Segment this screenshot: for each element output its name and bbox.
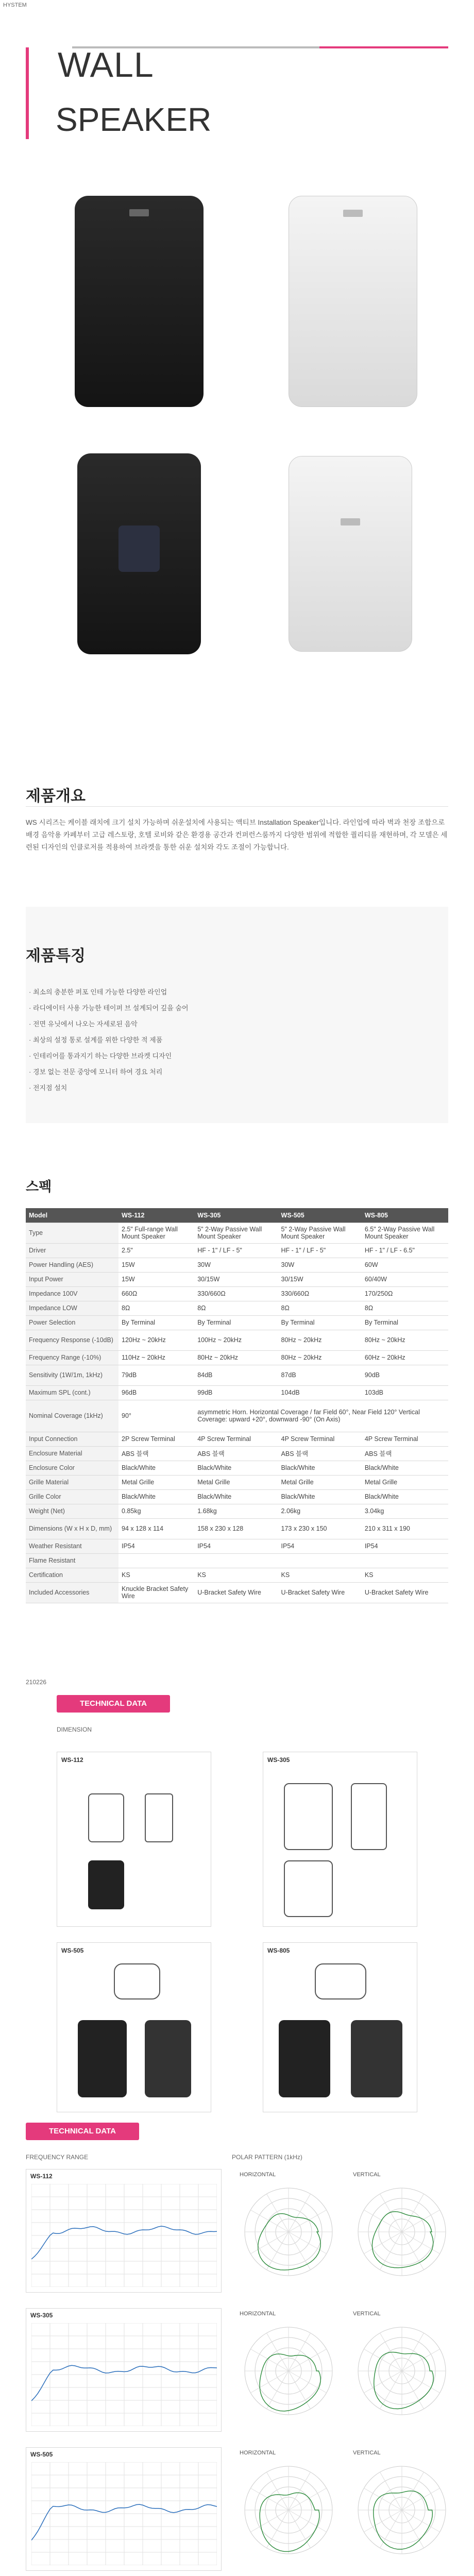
polar-spoke [364,2210,402,2232]
dim-panel-ws112 [57,1752,211,1927]
spec-cell: 30/15W [278,1272,362,1286]
spec-cell: U-Bracket Safety Wire [362,1582,448,1603]
spec-row-label: Frequency Range (-10%) [26,1350,118,1365]
speaker-logo [341,518,360,526]
spec-row [26,1350,448,1365]
spec-cell: KS [362,1568,448,1582]
spec-row-label: Maximum SPL (cont.) [26,1385,118,1400]
polar-spoke [380,2371,402,2409]
spec-row [26,1301,448,1315]
spec-cell [362,1553,448,1568]
polar-spoke [289,2510,327,2532]
spec-row-label: Input Power [26,1272,118,1286]
spec-cell: 8Ω [118,1301,194,1315]
dim-panel-label: WS-505 [61,1947,84,1954]
spec-row [26,1258,448,1272]
polar-spoke [267,2371,289,2409]
polar-svg [240,2183,337,2281]
dim-front-drawing [88,1793,124,1842]
dim-panel-ws505 [57,1942,211,2112]
terminal-plate [118,526,160,572]
spec-row [26,1432,448,1446]
polar-spoke [364,2371,402,2393]
spec-cell: 100Hz ~ 20kHz [194,1330,278,1350]
polar-plot [240,2450,337,2563]
dim-panel-label: WS-305 [267,1756,290,1764]
polar-label: HORIZONTAL [240,2450,276,2456]
spec-row-label: Weather Resistant [26,1539,118,1553]
overview-heading: 제품개요 [26,788,86,805]
dim-panel-label: WS-805 [267,1947,290,1954]
polar-plot [240,2172,337,2285]
polar-label: VERTICAL [353,2311,381,2317]
spec-col-header: Model [26,1208,118,1223]
spec-cell: 8Ω [362,1301,448,1315]
freq-response-panel [26,2308,222,2432]
features-heading: 제품특징 [26,947,86,964]
spec-cell: IP54 [118,1539,194,1553]
dimension-sublabel: DIMENSION [57,1726,92,1733]
spec-cell: 173 x 230 x 150 [278,1518,362,1539]
spec-row-label: Certification [26,1568,118,1582]
spec-cell: Metal Grille [118,1475,194,1489]
polar-svg [240,2322,337,2420]
spec-row [26,1385,448,1400]
polar-spoke [364,2232,402,2254]
spec-cell: U-Bracket Safety Wire [194,1582,278,1603]
polar-spoke [402,2232,440,2254]
polar-spoke [289,2472,311,2510]
spec-cell: IP54 [194,1539,278,1553]
polar-spoke [289,2210,327,2232]
spec-cell: ABS 블랙 [278,1446,362,1461]
spec-cell: asymmetric Horn. Horizontal Coverage / far Field 60°, Near Field 120° Vertical Coverage: upward +20°, downward -90° (On Axis) [194,1400,448,1432]
polar-sublabel: POLAR PATTERN (1kHz) [232,2154,302,2161]
spec-row [26,1315,448,1330]
polar-spoke [250,2488,289,2511]
spec-cell: HF - 1" / LF - 6.5" [362,1243,448,1258]
polar-spoke [364,2488,402,2511]
spec-row-label: Weight (Net) [26,1504,118,1518]
polar-spoke [380,2194,402,2232]
spec-cell: 104dB [278,1385,362,1400]
technical-data-label-2: TECHNICAL DATA [26,2123,139,2140]
polar-spoke [250,2371,289,2393]
spec-cell: 60Hz ~ 20kHz [362,1350,448,1365]
polar-spoke [250,2349,289,2371]
spec-cell: Black/White [194,1489,278,1504]
speaker-black-back [77,453,201,654]
polar-spoke [380,2232,402,2270]
spec-row [26,1504,448,1518]
polar-spoke [289,2510,311,2548]
feature-item: · 최소의 충분한 퍼포 인테 가능한 다양한 라인업 [29,988,167,996]
speaker-logo [129,209,149,216]
spec-table [26,1208,448,1603]
polar-spoke [289,2194,311,2232]
dim-photo-front [78,2020,127,2097]
spec-row [26,1553,448,1568]
spec-row-label: Grille Color [26,1489,118,1504]
spec-cell: 1.68kg [194,1504,278,1518]
spec-cell: Black/White [362,1461,448,1475]
spec-row-label: Impedance 100V [26,1286,118,1301]
feature-item: · 라디에이터 사용 가능한 테이퍼 브 설계되어 깊을 숨어 [29,1004,189,1012]
spec-cell: 94 x 128 x 114 [118,1518,194,1539]
spec-row [26,1489,448,1504]
overview-divider [26,806,448,807]
spec-row-label: Frequency Response (-10dB) [26,1330,118,1350]
spec-cell: 2.5" Full-range Wall Mount Speaker [118,1223,194,1243]
spec-row-label: Included Accessories [26,1582,118,1603]
spec-heading: 스펙 [26,1179,52,1194]
dim-top-drawing [315,1963,366,1999]
spec-cell: By Terminal [362,1315,448,1330]
spec-cell: 103dB [362,1385,448,1400]
spec-header-row [26,1208,448,1223]
spec-cell: Black/White [118,1489,194,1504]
spec-cell: By Terminal [278,1315,362,1330]
spec-cell: 210 x 311 x 190 [362,1518,448,1539]
spec-cell: ABS 블랙 [118,1446,194,1461]
polar-svg [353,2461,451,2559]
polar-curve [374,2491,433,2549]
spec-cell: IP54 [362,1539,448,1553]
spec-cell: 96dB [118,1385,194,1400]
spec-cell: KS [278,1568,362,1582]
dim-side-drawing [351,1783,387,1850]
spec-row-label: Nominal Coverage (1kHz) [26,1400,118,1432]
spec-note: 210226 [26,1679,47,1686]
polar-plot [240,2311,337,2424]
dim-panel-ws805 [263,1942,417,2112]
polar-spoke [402,2194,424,2232]
polar-svg [353,2322,451,2420]
polar-spoke [380,2472,402,2510]
spec-cell: 660Ω [118,1286,194,1301]
polar-spoke [402,2371,440,2393]
frequency-sublabel: FREQUENCY RANGE [26,2154,89,2161]
spec-cell: 99dB [194,1385,278,1400]
dim-side-drawing [145,1793,173,1842]
spec-cell: U-Bracket Safety Wire [278,1582,362,1603]
freq-response-panel [26,2169,222,2293]
technical-data-label: TECHNICAL DATA [57,1695,170,1713]
spec-cell: KS [118,1568,194,1582]
spec-row [26,1365,448,1385]
spec-cell: HF - 1" / LF - 5" [278,1243,362,1258]
polar-label: HORIZONTAL [240,2311,276,2317]
spec-cell: 8Ω [278,1301,362,1315]
spec-cell: 6.5" 2-Way Passive Wall Mount Speaker [362,1223,448,1243]
polar-spoke [267,2333,289,2371]
spec-col-header: WS-305 [194,1208,278,1223]
speaker-black-front [75,196,204,407]
hero-accent-bar [26,47,29,139]
freq-panel-label: WS-305 [30,2312,53,2319]
spec-cell: HF - 1" / LF - 5" [194,1243,278,1258]
polar-spoke [267,2232,289,2270]
spec-cell: 30W [194,1258,278,1272]
spec-row [26,1518,448,1539]
spec-cell: Black/White [362,1489,448,1504]
overview-text: WS 시리즈는 케이블 래치에 크기 설치 가능하며 쉬운설치에 사용되는 액티브 Installation Speaker입니다. 라인업에 따라 벽과 천장 조합으로 배경 음악용 카페부터 고급 레스토랑, 호텔 로비와 같은 환경용 공간과 컨퍼런스룸까지 다양한 범위에 적합한 퀄리티를 재현하며, 각 모델은 세련된 디자인의 인클로저를 적용하여 브라켓을 통한 쉬운 설치와 각도 조절이 가능합니다. [26,819,448,851]
spec-row [26,1330,448,1350]
spec-row [26,1286,448,1301]
spec-cell: 80Hz ~ 20kHz [362,1330,448,1350]
polar-spoke [289,2349,327,2371]
spec-row-label: Enclosure Color [26,1461,118,1475]
spec-cell: KS [194,1568,278,1582]
spec-row-label: Input Connection [26,1432,118,1446]
polar-spoke [402,2210,440,2232]
polar-label: VERTICAL [353,2450,381,2456]
spec-cell: 84dB [194,1365,278,1385]
spec-cell: 87dB [278,1365,362,1385]
spec-row-label: Power Selection [26,1315,118,1330]
dim-panel-ws305 [263,1752,417,1927]
polar-label: VERTICAL [353,2172,381,2178]
polar-label: HORIZONTAL [240,2172,276,2178]
brand-tag: HYSTEM [3,2,27,8]
dim-panel-label: WS-112 [61,1756,83,1764]
spec-cell: 30/15W [194,1272,278,1286]
polar-spoke [289,2333,311,2371]
spec-cell [118,1553,194,1568]
spec-row-label: Power Handling (AES) [26,1258,118,1272]
dim-top-drawing [284,1860,333,1917]
spec-cell: 4P Screw Terminal [362,1432,448,1446]
spec-cell: 3.04kg [362,1504,448,1518]
hero-title: WALL [58,45,154,84]
spec-row-label: Enclosure Material [26,1446,118,1461]
feature-item: · 최상의 설정 통로 설계를 위한 다양한 적 제품 [29,1036,163,1044]
features-list [29,984,189,1096]
polar-spoke [402,2349,440,2371]
polar-spoke [402,2510,424,2548]
polar-spoke [267,2472,289,2510]
polar-plot [353,2450,451,2563]
dim-top-drawing [114,1963,160,1999]
features-box [26,907,448,1123]
polar-svg [353,2183,451,2281]
dim-photo-side [351,2020,402,2097]
polar-curve [374,2352,434,2409]
spec-cell: Black/White [118,1461,194,1475]
spec-cell: 4P Screw Terminal [278,1432,362,1446]
freq-panel-label: WS-112 [30,2173,53,2180]
dim-photo-front [279,2020,330,2097]
polar-svg [240,2461,337,2559]
spec-cell: By Terminal [118,1315,194,1330]
polar-spoke [250,2232,289,2254]
spec-row-label: Sensitivity (1W/1m, 1kHz) [26,1365,118,1385]
spec-cell: 158 x 230 x 128 [194,1518,278,1539]
spec-row [26,1400,448,1432]
spec-row [26,1539,448,1553]
spec-row [26,1475,448,1489]
freq-response-panel [26,2447,222,2571]
spec-cell: Metal Grille [194,1475,278,1489]
spec-cell: 330/660Ω [194,1286,278,1301]
spec-row [26,1446,448,1461]
spec-cell: 15W [118,1258,194,1272]
spec-col-header: WS-505 [278,1208,362,1223]
polar-spoke [267,2510,289,2548]
spec-cell: 120Hz ~ 20kHz [118,1330,194,1350]
spec-cell [278,1553,362,1568]
spec-row [26,1582,448,1603]
spec-cell [194,1553,278,1568]
polar-spoke [250,2510,289,2532]
polar-spoke [402,2333,424,2371]
dim-front-drawing [284,1783,333,1850]
spec-cell: 4P Screw Terminal [194,1432,278,1446]
spec-cell: Metal Grille [362,1475,448,1489]
dim-photo-side [145,2020,191,2097]
polar-spoke [402,2510,440,2532]
polar-plot [353,2311,451,2424]
spec-cell: 80Hz ~ 20kHz [278,1330,362,1350]
freq-plot [31,2462,217,2565]
spec-row-label: Dimensions (W x H x D, mm) [26,1518,118,1539]
spec-cell: ABS 블랙 [194,1446,278,1461]
feature-item: · 경보 없는 전문 중앙에 모니터 하여 경요 처리 [29,1068,163,1076]
spec-cell: Black/White [194,1461,278,1475]
freq-plot [31,2323,217,2426]
spec-cell: 30W [278,1258,362,1272]
spec-cell: 110Hz ~ 20kHz [118,1350,194,1365]
feature-item: · 전지점 설치 [29,1084,67,1092]
feature-item: · 전면 유닛에서 나오는 자세로된 음악 [29,1020,138,1028]
feature-item: · 인테리어를 통과지기 하는 다양한 브라켓 디자인 [29,1052,172,1060]
polar-spoke [364,2510,402,2532]
spec-cell: 5" 2-Way Passive Wall Mount Speaker [278,1223,362,1243]
spec-row-label: Grille Material [26,1475,118,1489]
spec-cell: 2.5" [118,1243,194,1258]
speaker-white-angle [289,456,412,652]
spec-col-header: WS-805 [362,1208,448,1223]
spec-cell: Knuckle Bracket Safety Wire [118,1582,194,1603]
spec-cell: 170/250Ω [362,1286,448,1301]
polar-spoke [289,2371,311,2409]
spec-cell: 90dB [362,1365,448,1385]
polar-spoke [289,2488,327,2511]
polar-spoke [267,2194,289,2232]
freq-plot [31,2184,217,2287]
spec-row [26,1461,448,1475]
spec-row [26,1568,448,1582]
spec-cell: 8Ω [194,1301,278,1315]
spec-cell: 330/660Ω [278,1286,362,1301]
spec-cell: 5" 2-Way Passive Wall Mount Speaker [194,1223,278,1243]
hero-accent-rule [319,46,448,48]
spec-cell: Metal Grille [278,1475,362,1489]
speaker-logo [343,210,363,217]
spec-cell: Black/White [278,1461,362,1475]
dim-photo [88,1860,124,1909]
polar-spoke [402,2371,424,2409]
hero-subtitle: SPEAKER [56,101,212,138]
spec-cell: IP54 [278,1539,362,1553]
polar-plot [353,2172,451,2285]
spec-cell: ABS 블랙 [362,1446,448,1461]
spec-cell: 80Hz ~ 20kHz [194,1350,278,1365]
spec-row-label: Flame Resistant [26,1553,118,1568]
spec-cell: 60W [362,1258,448,1272]
spec-cell: 79dB [118,1365,194,1385]
spec-row [26,1243,448,1258]
spec-row [26,1272,448,1286]
spec-cell: 60/40W [362,1272,448,1286]
polar-spoke [402,2232,424,2270]
spec-cell: By Terminal [194,1315,278,1330]
spec-row-label: Impedance LOW [26,1301,118,1315]
spec-row-label: Driver [26,1243,118,1258]
polar-curve [372,2212,433,2268]
freq-panel-label: WS-505 [30,2451,53,2458]
spec-cell: 15W [118,1272,194,1286]
spec-cell: 2.06kg [278,1504,362,1518]
spec-cell: 0.85kg [118,1504,194,1518]
spec-row-label: Type [26,1223,118,1243]
spec-cell: Black/White [278,1489,362,1504]
spec-row [26,1223,448,1243]
spec-cell: 80Hz ~ 20kHz [278,1350,362,1365]
speaker-white-front [289,196,417,407]
spec-cell: 90° [118,1400,194,1432]
spec-col-header: WS-112 [118,1208,194,1223]
spec-cell: 2P Screw Terminal [118,1432,194,1446]
